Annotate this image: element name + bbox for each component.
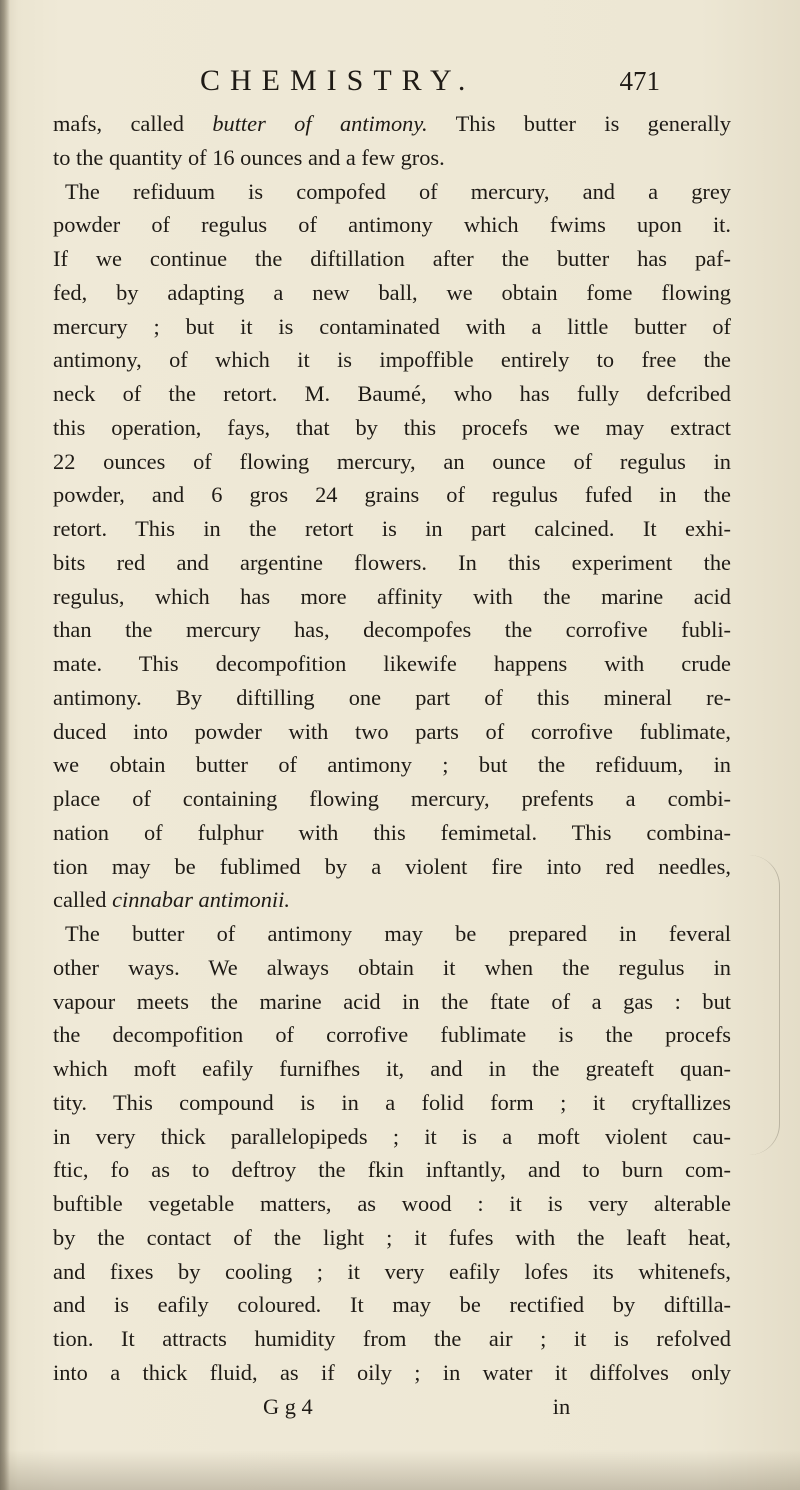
text-line: which moft eafily furnifhes it, and in the greateft quan- xyxy=(53,1056,731,1081)
text-line: duced into powder with two parts of corrofive fublimate, xyxy=(53,718,731,744)
text-line: tion. It attracts humidity from the air ; it is refolved xyxy=(53,1326,731,1351)
text-line: 22 ounces of flowing mercury, an ounce of regulus in xyxy=(53,448,731,474)
bottom-shadow xyxy=(0,1450,800,1490)
text-line: in very thick parallelopipeds ; it is a moft violent cau- xyxy=(53,1123,731,1149)
text-line: by the contact of the light ; it fufes with the leaft heat, xyxy=(53,1224,731,1250)
text-line: to the quantity of 16 ounces and a few gros. xyxy=(53,144,445,170)
text-line: powder, and 6 gros 24 grains of regulus fufed in the xyxy=(53,482,731,508)
text-line: mate. This decompofition likewife happens with crude xyxy=(53,651,731,676)
margin-stain xyxy=(749,855,780,1155)
text-line: neck of the retort. M. Baumé, who has fully defcribed xyxy=(53,381,731,406)
text-line: buftible vegetable matters, as wood : it is very alterable xyxy=(53,1191,731,1216)
text-line: tity. This compound is in a folid form ; it cryftallizes xyxy=(53,1089,731,1115)
text-line: bits red and argentine flowers. In this experiment the xyxy=(53,549,731,575)
text-line: powder of regulus of antimony which fwims upon it. xyxy=(53,212,731,238)
text-line: nation of fulphur with this femimetal. This combina- xyxy=(53,819,731,845)
text-line: antimony. By diftilling one part of this mineral re- xyxy=(53,684,731,710)
italic-term: butter of antimony. xyxy=(212,111,428,136)
text-line: The refiduum is compofed of mercury, and a grey xyxy=(65,178,731,204)
text-line: we obtain butter of antimony ; but the refiduum, in xyxy=(53,752,731,778)
text-line: fed, by adapting a new ball, we obtain fome flowing xyxy=(53,279,731,305)
text-line: The butter of antimony may be prepared in feveral xyxy=(65,921,731,946)
footer-line xyxy=(53,1390,731,1424)
running-title: CHEMISTRY. xyxy=(200,64,476,97)
text-line: mercury ; but it is contaminated with a little butter of xyxy=(53,313,731,339)
text-line: antimony, of which it is impoffible entirely to free the xyxy=(53,347,731,373)
page-header xyxy=(200,64,660,104)
text-line: tion may be fublimed by a violent fire into red needles, xyxy=(53,853,731,879)
text-line: place of containing flowing mercury, prefents a combi- xyxy=(53,786,731,811)
text-line: mafs, called butter of antimony. This butter is generally xyxy=(53,111,731,136)
spine-shadow xyxy=(0,0,10,1490)
text-line: called cinnabar antimonii. xyxy=(53,887,290,913)
text-line: this operation, fays, that by this procefs we may extract xyxy=(53,414,731,440)
text-line: vapour meets the marine acid in the ftate of a gas : but xyxy=(53,988,731,1014)
text-line: other ways. We always obtain it when the regulus in xyxy=(53,954,731,980)
text-line: the decompofition of corrofive fublimate is the procefs xyxy=(53,1022,731,1048)
text-line: If we continue the diftillation after the butter has paf- xyxy=(53,246,731,271)
body-text xyxy=(53,107,731,1423)
text-line: retort. This in the retort is in part calcined. It exhi- xyxy=(53,516,731,541)
text-line: into a thick fluid, as if oily ; in water it diffolves only xyxy=(53,1359,731,1385)
page-number: 471 xyxy=(619,66,660,96)
text-line: and is eafily coloured. It may be rectified by diftilla- xyxy=(53,1292,731,1318)
text-line: and fixes by cooling ; it very eafily lofes its whitenefs, xyxy=(53,1258,731,1284)
text-line: ftic, fo as to deftroy the fkin inftantly, and to burn com- xyxy=(53,1157,731,1183)
italic-term: cinnabar antimonii. xyxy=(112,887,290,913)
catchword: in xyxy=(552,1393,571,1419)
signature-mark: G g 4 xyxy=(263,1393,313,1419)
text-line: than the mercury has, decompofes the corrofive fubli- xyxy=(53,617,731,643)
text-line: regulus, which has more affinity with the marine acid xyxy=(53,583,731,609)
